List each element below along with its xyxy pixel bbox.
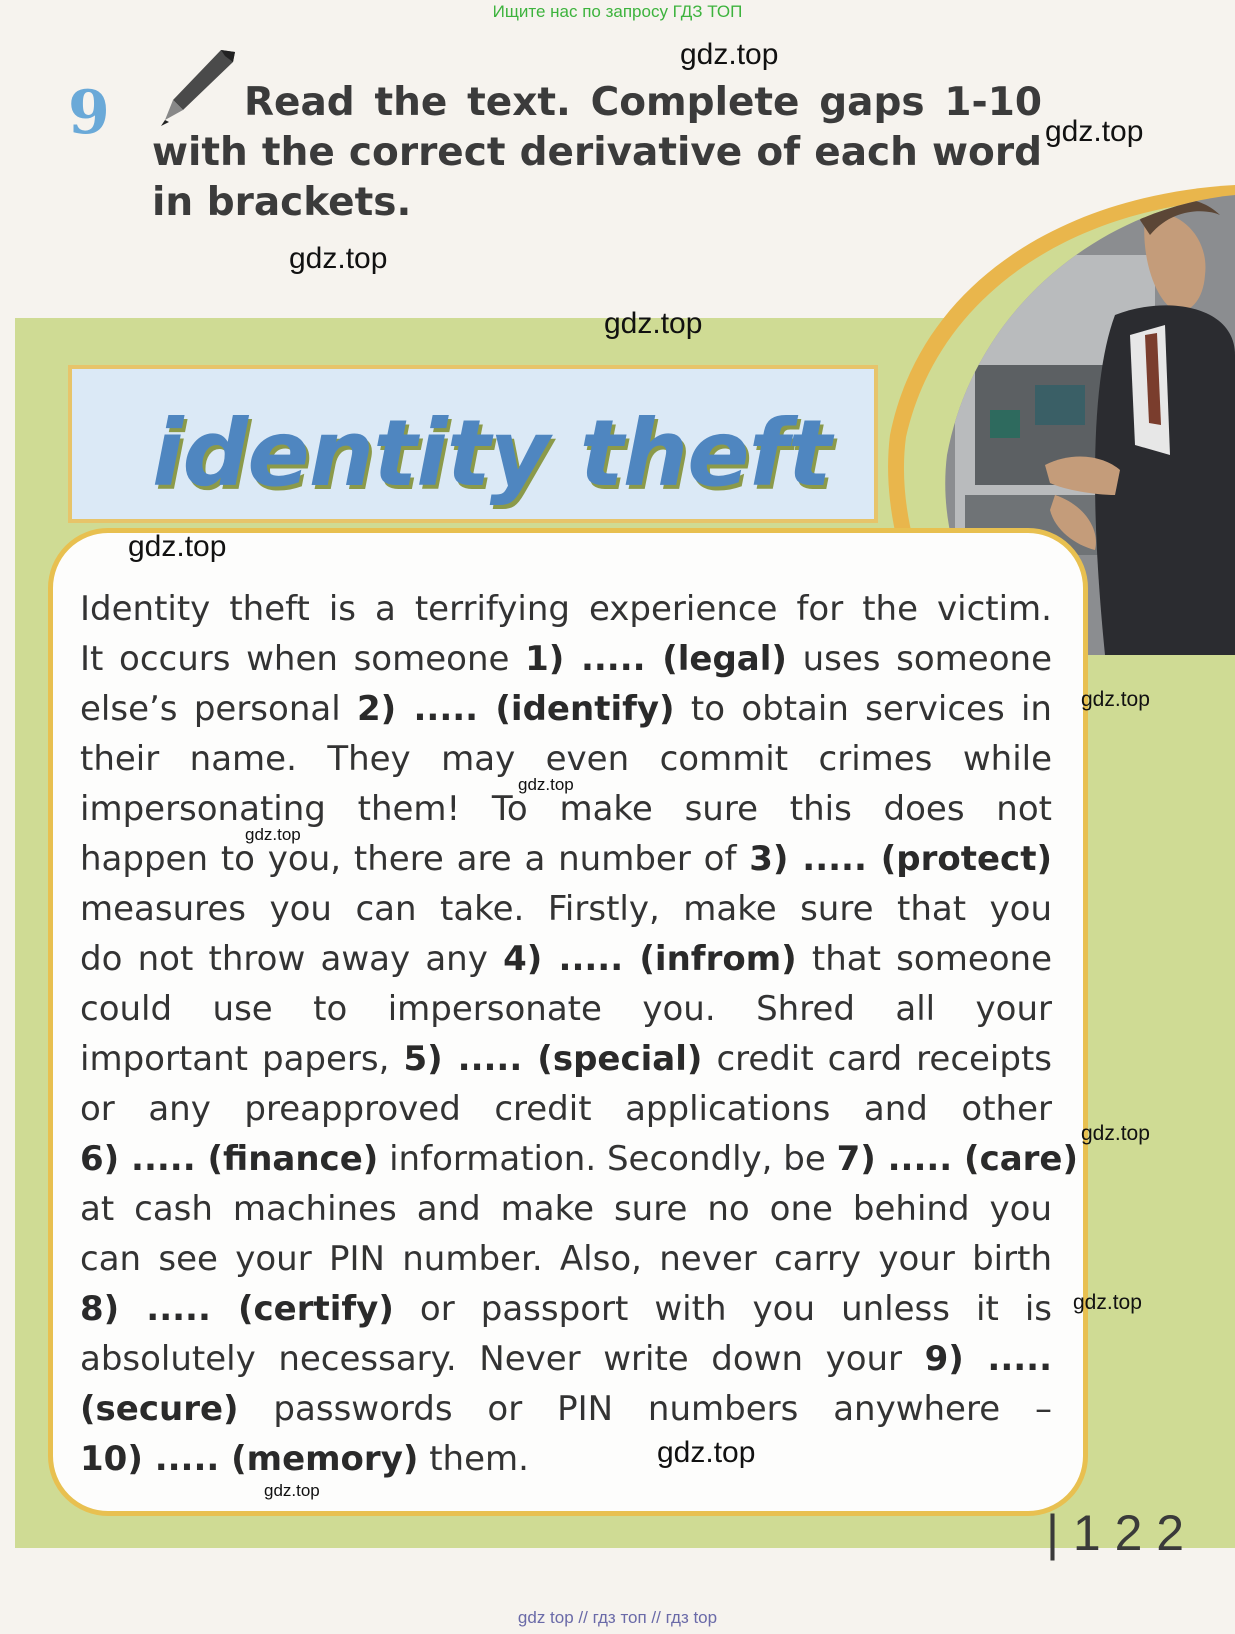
article-text-run: at cash machines and make sure no one behind you [80,1189,1052,1229]
exercise-number: 9 [68,78,110,148]
article-line [80,634,1052,684]
article-text-run: information. Secondly, be [378,1139,837,1179]
watermark: gdz.top [289,242,388,275]
article-text-run: absolutely necessary. Never write down your [80,1339,925,1379]
article-text-run: can see your PIN number. Also, never carry your birth [80,1239,1052,1279]
watermark: gdz.top [128,530,227,563]
article-text-run: measures you can take. Firstly, make sure that you [80,889,1052,929]
article-text-run: that someone [796,939,1053,979]
article-line [80,584,1052,634]
gap-prompt: 1) ..... (legal) [525,639,787,679]
gap-prompt: 3) ..... (protect) [749,839,1052,879]
gap-prompt: 5) ..... (special) [403,1039,703,1079]
watermark: gdz.top [1045,115,1144,148]
article-title: identity theft [152,400,831,507]
watermark: gdz.top [1073,1291,1142,1314]
gap-prompt: 4) ..... (infrom) [503,939,797,979]
article-text-run: uses someone [786,639,1052,679]
watermark: gdz.top [604,307,703,340]
article-line [80,1134,1079,1184]
article-text-run: do not throw away any [80,939,504,979]
article-text-run: It occurs when someone [80,639,526,679]
article-text-run: their name. They may even commit crimes while [80,739,1052,779]
watermark: gdz.top [245,825,301,844]
watermark: gdz.top [1081,1122,1150,1145]
article-text-run: important papers, [80,1039,404,1079]
gap-prompt: 10) ..... (memory) [80,1439,419,1479]
article-text [80,584,1079,1484]
watermark: gdz.top [1081,688,1150,711]
article-text-run: or any preapproved credit applications and other [80,1089,1052,1129]
exercise-instruction: Read the text. Complete gaps 1-10 with the correct derivative of each word in brackets. [152,80,1042,225]
article-text-run: Identity theft is a terrifying experience for the victim. [80,589,1052,629]
article-line [80,1284,1052,1334]
article-text-run: happen to you, there are a number of [80,839,750,879]
article-line [80,1184,1052,1234]
article-line [80,1434,1052,1484]
article-text-run: impersonating them! To make sure this does not [80,789,1052,829]
article-line [80,1084,1052,1134]
page-number: | 1 2 2 [1046,1505,1185,1561]
article-line [80,684,1052,734]
article-text-run: them. [418,1439,529,1479]
article-line [80,1034,1052,1084]
article-line [80,1334,1052,1384]
article-text-run: to obtain services in [674,689,1052,729]
article-line [80,834,1052,884]
article-text-run: else’s personal [80,689,357,729]
gap-prompt: 2) ..... (identify) [356,689,675,729]
gap-prompt: 6) ..... (finance) [80,1139,379,1179]
article-text-run: passwords or PIN numbers anywhere – [238,1389,1052,1429]
watermark: gdz.top [680,38,779,71]
gap-prompt: 8) ..... (certify) [80,1289,394,1329]
article-line [80,984,1052,1034]
article-text-run: or passport with you unless it is [393,1289,1053,1329]
watermark: gdz.top [264,1481,320,1500]
article-text-run: credit card receipts [702,1039,1053,1079]
top-banner: Ищите нас по запросу ГДЗ ТОП [492,2,743,21]
watermark: gdz.top [518,775,574,794]
bottom-banner: gdz top // гдз топ // гдз top [517,1608,718,1627]
watermark: gdz.top [657,1436,756,1469]
gap-prompt: 9) ..... [924,1339,1053,1379]
article-line [80,1234,1052,1284]
article-line [80,884,1052,934]
article-text-run: could use to impersonate you. Shred all your [80,989,1052,1029]
article-line [80,1384,1052,1434]
gap-prompt: 7) ..... (care) [836,1139,1079,1179]
article-line [80,934,1052,984]
gap-prompt: (secure) [80,1389,239,1429]
